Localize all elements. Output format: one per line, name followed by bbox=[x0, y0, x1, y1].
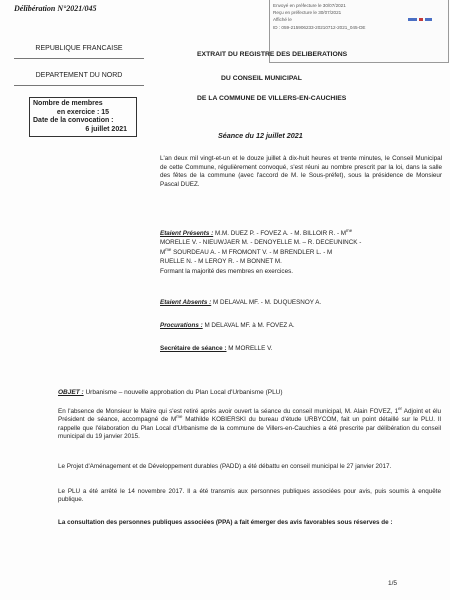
secretary bbox=[160, 344, 442, 353]
deliberation-number: Délibération N°2021/045 bbox=[14, 4, 97, 13]
secretary-name: M MORELLE V. bbox=[228, 345, 273, 352]
present-members: Etaient Présents : M.M. DUEZ P. - FOVEZ A. - M. BILLOIR R. - $M^{me}$ MORELLE V. - NIEUWJAER M. - DENOYELLE M. – R. DECEUNINCK - $M^{me}$ SOURDEAU A. - M FROMONT V. - M BRENDLER L. - M RUELLE N. - M LEROY R. - M BONNET M. Formant la majorité des membres en exercices. bbox=[160, 227, 362, 275]
present-names-2: MORELLE V. - NIEUWJAER M. - DENOYELLE M. – R. DECEUNINCK - bbox=[160, 239, 362, 247]
present-names-1: M.M. DUEZ P. - FOVEZ A. - M. BILLOIR R. - M bbox=[214, 230, 347, 237]
absent-names: M DELAVAL MF. - M. DUQUESNOY A. bbox=[212, 299, 322, 306]
department-name: DEPARTEMENT DU NORD bbox=[14, 67, 144, 86]
stamp-line: Affiché le bbox=[273, 17, 292, 23]
stamp-line: ID : 059-215906233-20210712-2021_045-DE bbox=[273, 24, 366, 30]
proxies-names: M DELAVAL MF. à M. FOVEZ A. bbox=[204, 322, 295, 329]
council-title: DU CONSEIL MUNICIPAL bbox=[221, 75, 302, 82]
members-info-box bbox=[29, 97, 137, 137]
page-number: 1/5 bbox=[388, 580, 398, 587]
stamp-line: Envoyé en préfecture le 30/07/2021 bbox=[273, 3, 346, 8]
present-label: Etaient Présents : bbox=[160, 230, 214, 237]
stamp-line: Reçu en préfecture le 30/07/2021 bbox=[273, 10, 342, 16]
convocation-date: 6 juillet 2021 bbox=[85, 125, 127, 133]
secretary-label: Secrétaire de séance : bbox=[160, 345, 227, 352]
body-paragraph-padd: Le Projet d'Aménagement et de Développement durables (PADD) a été débattu en conseil municipal le 27 janvier 2017. bbox=[58, 463, 392, 470]
majority-statement: Formant la majorité des membres en exercices. bbox=[160, 267, 293, 275]
session-intro: L'an deux mil vingt-et-un et le douze juillet à dix-huit heures et trente minutes, le Conseil Municipal de cette Commune, régulièrement convoqué, s'est réuni au nombre prescrit par la loi, dans la salle des fêtes de la commune (avec l'accord de M. le Sous-préfet), sous la présidence de Monsieur Pascal DUEZ. bbox=[160, 155, 442, 189]
absent-members bbox=[160, 298, 442, 307]
register-title: EXTRAIT DU REGISTRE DES DELIBERATIONS bbox=[197, 51, 348, 58]
body-paragraph-plu-adopted: Le PLU a été arrêté le 14 novembre 2017. Il a été transmis aux personnes publiques associées pour avis, puis soumis à enquête publique. bbox=[58, 488, 441, 504]
subject-text: Urbanisme – nouvelle approbation du Plan Local d'Urbanisme (PLU) bbox=[85, 389, 283, 396]
present-names-4: RUELLE N. - M LEROY R. - M BONNET M. bbox=[160, 258, 282, 266]
present-names-3: SOURDEAU A. - M FROMONT V. - M BRENDLER L. - M bbox=[171, 248, 333, 256]
proxies-label: Procurations : bbox=[160, 322, 203, 329]
members-count: en exercice : 15 bbox=[56, 108, 110, 116]
convocation-label: Date de la convocation : bbox=[33, 117, 114, 125]
body-paragraph-intro: En l'absence de Monsieur le Maire qui s'est retiré après avoir ouvert la séance du conseil municipal, M. Alain FOVEZ, 1er Adjoint et élu Président de séance, accompagné de $M^{me}$ Mathilde KOBIERSKI du bureau d'étude URBYCOM, fait un point détaillé sur le PLU. Il rappelle que l'élaboration du Plan Local d'Urbanisme de la commune de Villers-en-Cauchies a été prescrite par délibération du conseil municipal du 19 janvier 2015. bbox=[58, 405, 441, 440]
absent-label: Etaient Absents : bbox=[160, 299, 212, 306]
commune-title: DE LA COMMUNE DE VILLERS-EN-CAUCHIES bbox=[197, 95, 347, 102]
issuer-block bbox=[14, 40, 144, 86]
republic-name: REPUBLIQUE FRANCAISE bbox=[14, 40, 144, 59]
subject-line bbox=[58, 389, 283, 396]
proxies bbox=[160, 321, 442, 330]
members-label: Nombre de membres bbox=[33, 100, 103, 107]
body-paragraph-ppa: La consultation des personnes publiques associées (PPA) a fait émerger des avis favorables sous réserves de : bbox=[58, 519, 393, 526]
transmission-logo-icon bbox=[408, 16, 436, 22]
session-date: Séance du 12 juillet 2021 bbox=[218, 131, 303, 140]
subject-label: OBJET : bbox=[58, 389, 84, 396]
